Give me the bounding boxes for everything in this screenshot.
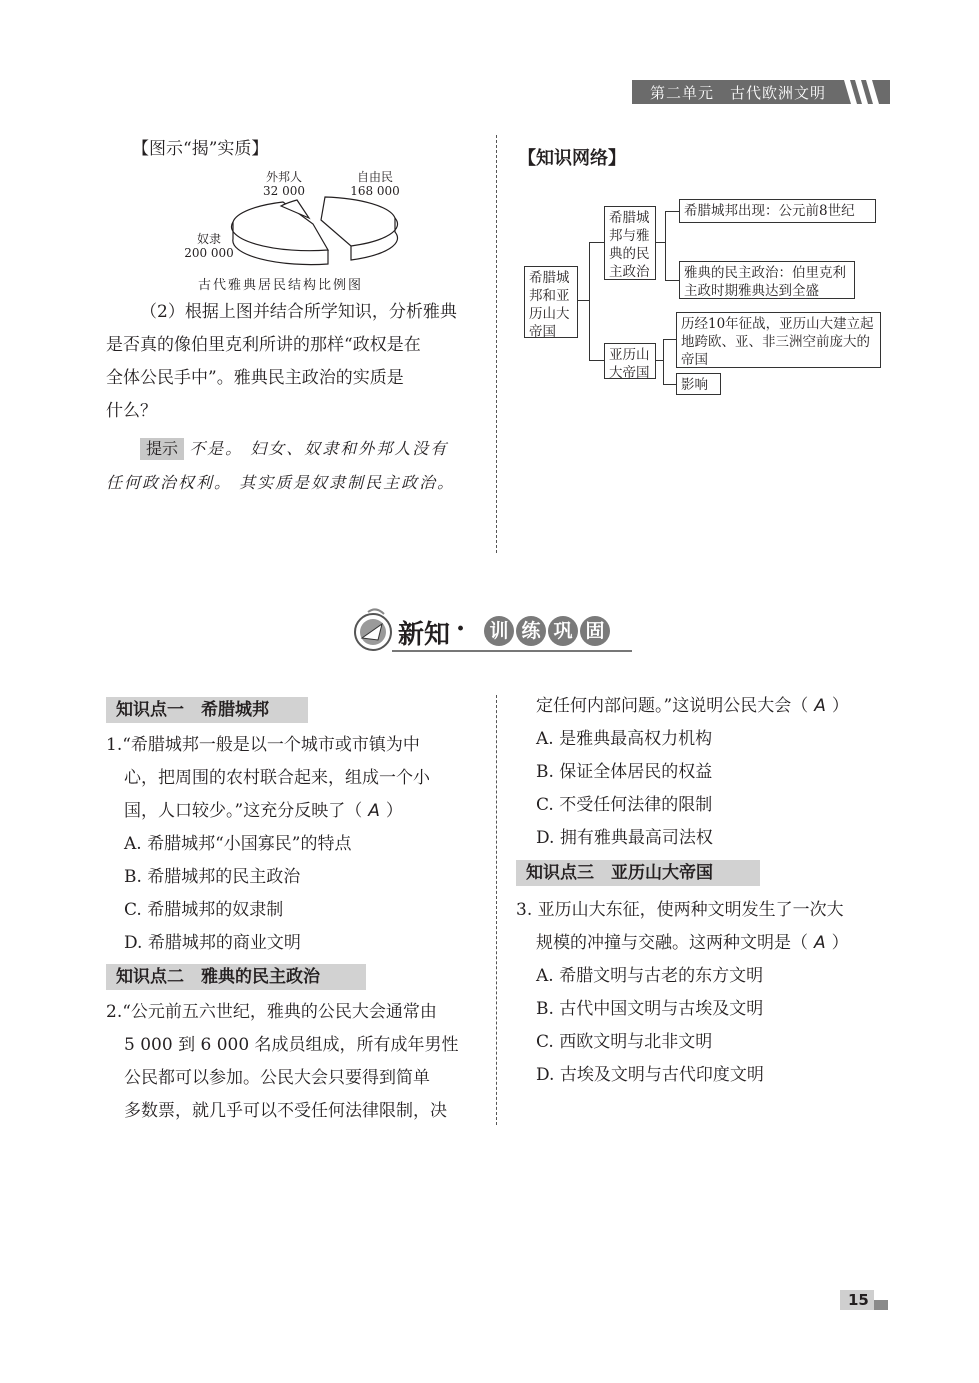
question-1-line2: 心，把周围的农村联合起来，组成一个小 — [124, 768, 430, 788]
section-title-diagram: 【图示“揭”实质】 — [132, 139, 269, 159]
column-divider-bottom — [496, 695, 497, 1125]
question-2-part2: （2）根据上图并结合所学知识，分析雅典 是否真的像伯里克利所讲的那样“政权是在 全体公民手中”。雅典民主政治的实质是 什么？ — [106, 302, 457, 421]
network-branch2-node: 亚历山大帝国 — [604, 343, 656, 379]
connector — [665, 211, 666, 280]
banner-underline — [392, 650, 632, 652]
question-1-line1: 1.“希腊城邦一般是以一个城市或市镇为中 — [106, 735, 420, 755]
answer-2: A — [814, 696, 826, 716]
connector — [663, 339, 676, 340]
question-3-line2: 规模的冲撞与交融。这两种文明是（ A ） — [536, 933, 849, 953]
section-tag-k1: 知识点一 希腊城邦 — [106, 697, 308, 723]
q2-option-c: C. 不受任何法律的限制 — [536, 795, 713, 815]
connector — [589, 242, 590, 360]
answer-3: A — [814, 933, 826, 953]
column-divider-top — [496, 135, 497, 553]
q3-option-b: B. 古代中国文明与古埃及文明 — [536, 999, 764, 1019]
hint-answer-line2: 任何政治权利。 其实质是奴隶制民主政治。 — [106, 473, 456, 492]
page-number: 15 — [848, 1291, 869, 1309]
unit-header — [632, 80, 890, 104]
pie-caption: 古代雅典居民结构比例图 — [198, 278, 364, 293]
q3-option-c: C. 西欧文明与北非文明 — [536, 1032, 713, 1052]
population-pie-chart — [225, 192, 400, 267]
page-number-tab — [840, 1290, 888, 1310]
question-1-line3: 国，人口较少。”这充分反映了（ A ） — [124, 801, 403, 821]
section-tag-k2: 知识点二 雅典的民主政治 — [106, 964, 366, 990]
hint-block — [106, 432, 486, 500]
pie-slice-freemen — [321, 197, 398, 246]
q1-option-c: C. 希腊城邦的奴隶制 — [124, 900, 284, 920]
connector — [663, 384, 676, 385]
question-2-line4: 多数票，就几乎可以不受任何法律限制，决 — [124, 1101, 447, 1121]
pie-label-foreigners: 外邦人 32 000 — [263, 170, 305, 198]
answer-1: A — [368, 801, 380, 821]
q1-option-b: B. 希腊城邦的民主政治 — [124, 867, 301, 887]
banner-char: 练 — [516, 616, 546, 646]
connector — [589, 242, 604, 243]
unit-header-text: 第二单元 古代欧洲文明 — [650, 84, 827, 102]
q3-option-a: A. 希腊文明与古老的东方文明 — [536, 966, 764, 986]
q1-option-a: A. 希腊城邦“小国寡民”的特点 — [124, 834, 352, 854]
hint-badge: 提示 — [140, 438, 184, 460]
connector — [665, 211, 679, 212]
question-2-line3: 公民都可以参加。公民大会只要得到简单 — [124, 1068, 430, 1088]
question-2-line1: 2.“公元前五六世纪，雅典的公民大会通常由 — [106, 1002, 437, 1022]
question-2-line2: 5 000 到 6 000 名成员组成，所有成年男性 — [124, 1035, 459, 1055]
network-root-node: 希腊城邦和亚历山大帝国 — [524, 266, 578, 338]
banner-char: 巩 — [548, 616, 578, 646]
banner-char: 训 — [484, 616, 514, 646]
pie-label-freemen: 自由民 168 000 — [350, 170, 400, 198]
connector — [663, 339, 664, 384]
network-item-democracy: 雅典的民主政治：伯里克利主政时期雅典达到全盛 — [679, 261, 855, 299]
banner-dot: · — [456, 614, 466, 644]
banner-title: 新知 — [398, 620, 451, 650]
q2-option-a: A. 是雅典最高权力机构 — [536, 729, 713, 749]
question-2-line5: 定任何内部问题。”这说明公民大会（ A ） — [536, 696, 849, 716]
q2-option-d: D. 拥有雅典最高司法权 — [536, 828, 713, 848]
connector — [665, 280, 679, 281]
network-title: 【知识网络】 — [518, 148, 626, 169]
network-item-empire: 历经10年征战，亚历山大建立起地跨欧、亚、非三洲空前庞大的帝国 — [676, 312, 881, 368]
connector — [589, 360, 604, 361]
network-branch1-node: 希腊城邦与雅典的民主政治 — [604, 206, 656, 280]
hint-answer-line1: 不是。 妇女、奴隶和外邦人没有 — [189, 439, 449, 458]
banner-char-circles — [484, 616, 610, 646]
section-banner — [352, 606, 642, 656]
stripes-decoration — [842, 80, 886, 104]
section-tag-k3: 知识点三 亚历山大帝国 — [516, 860, 760, 886]
q1-option-d: D. 希腊城邦的商业文明 — [124, 933, 301, 953]
network-item-city-states: 希腊城邦出现：公元前8世纪 — [679, 199, 876, 223]
pie-label-slaves: 奴隶 200 000 — [184, 232, 234, 260]
network-item-impact: 影响 — [676, 373, 721, 395]
question-3-line1: 3. 亚历山大东征，使两种文明发生了一次大 — [516, 900, 844, 920]
pie-slice-slaves — [231, 202, 328, 251]
banner-logo-icon — [352, 608, 394, 654]
q3-option-d: D. 古埃及文明与古代印度文明 — [536, 1065, 764, 1085]
q2-option-b: B. 保证全体居民的权益 — [536, 762, 713, 782]
banner-char: 固 — [580, 616, 610, 646]
